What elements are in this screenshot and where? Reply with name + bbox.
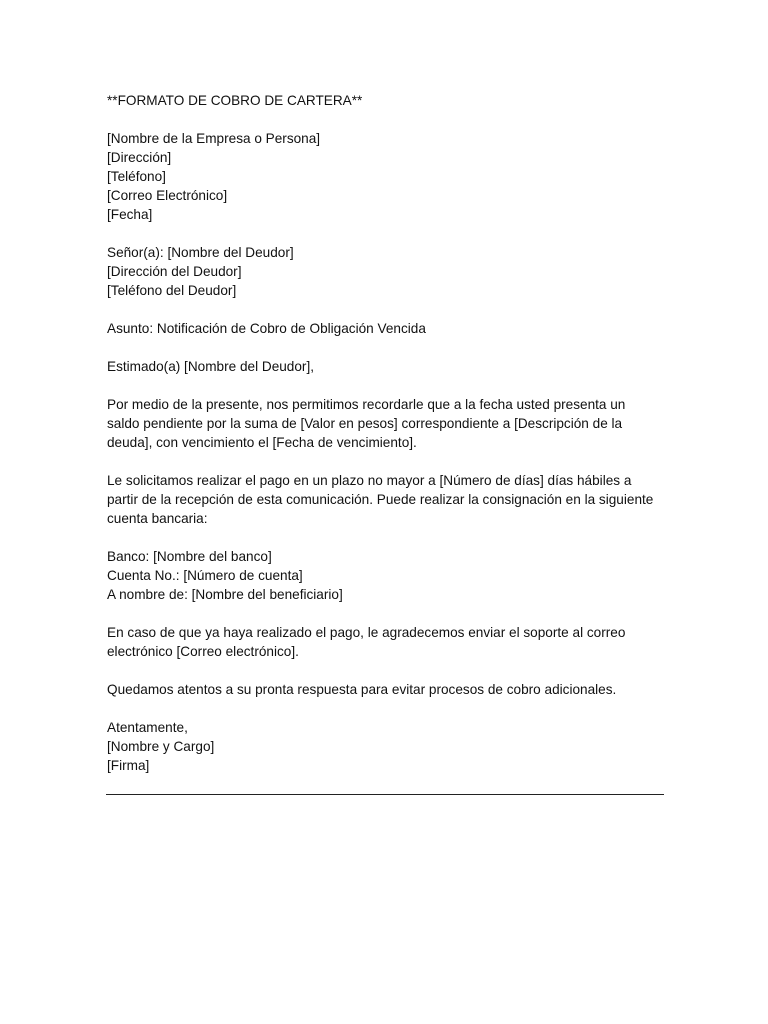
- spacer: [107, 661, 663, 680]
- account-holder: A nombre de: [Nombre del beneficiario]: [107, 587, 343, 602]
- bank-details: [107, 547, 663, 604]
- paragraph-line: partir de la recepción de esta comunicación. Puede realizar la consignación en la siguiente: [107, 492, 654, 507]
- paragraph-line: deuda], con vencimiento el [Fecha de vencimiento].: [107, 435, 417, 450]
- sender-name: [Nombre de la Empresa o Persona]: [107, 131, 321, 146]
- paragraph-proof-of-payment: [107, 623, 663, 661]
- letter-body: [107, 91, 663, 775]
- spacer: [107, 376, 663, 395]
- paragraph-line: Por medio de la presente, nos permitimos recordarle que a la fecha usted presenta un: [107, 397, 626, 412]
- paragraph-closing-note: Quedamos atentos a su pronta respuesta para evitar procesos de cobro adicionales.: [107, 682, 617, 697]
- sender-address: [Dirección]: [107, 150, 172, 165]
- sender-email: [Correo Electrónico]: [107, 188, 228, 203]
- recipient-name: Señor(a): [Nombre del Deudor]: [107, 245, 294, 260]
- account-number: Cuenta No.: [Número de cuenta]: [107, 568, 303, 583]
- signer-name-title: [Nombre y Cargo]: [107, 739, 215, 754]
- paragraph-payment-request: [107, 471, 663, 528]
- paragraph-line: electrónico [Correo electrónico].: [107, 644, 299, 659]
- paragraph-line: cuenta bancaria:: [107, 511, 208, 526]
- recipient-address: [Dirección del Deudor]: [107, 264, 242, 279]
- spacer: [107, 224, 663, 243]
- bank-name: Banco: [Nombre del banco]: [107, 549, 272, 564]
- spacer: [107, 338, 663, 357]
- document-title: **FORMATO DE COBRO DE CARTERA**: [107, 93, 363, 108]
- subject-line: Asunto: Notificación de Cobro de Obligación Vencida: [107, 321, 426, 336]
- greeting: Estimado(a) [Nombre del Deudor],: [107, 359, 315, 374]
- spacer: [107, 699, 663, 718]
- signature-block: [107, 718, 663, 775]
- spacer: [107, 110, 663, 129]
- sender-block: [107, 129, 663, 224]
- spacer: [107, 604, 663, 623]
- letter-date: [Fecha]: [107, 207, 153, 222]
- paragraph-balance-notice: [107, 395, 663, 452]
- closing-salutation: Atentamente,: [107, 720, 188, 735]
- recipient-phone: [Teléfono del Deudor]: [107, 283, 237, 298]
- horizontal-divider: [106, 794, 664, 795]
- spacer: [107, 452, 663, 471]
- spacer: [107, 300, 663, 319]
- paragraph-line: En caso de que ya haya realizado el pago, le agradecemos enviar el soporte al correo: [107, 625, 626, 640]
- sender-phone: [Teléfono]: [107, 169, 166, 184]
- spacer: [107, 528, 663, 547]
- recipient-block: [107, 243, 663, 300]
- paragraph-line: saldo pendiente por la suma de [Valor en pesos] correspondiente a [Descripción de la: [107, 416, 623, 431]
- signature-placeholder: [Firma]: [107, 758, 150, 773]
- paragraph-line: Le solicitamos realizar el pago en un plazo no mayor a [Número de días] días hábiles a: [107, 473, 632, 488]
